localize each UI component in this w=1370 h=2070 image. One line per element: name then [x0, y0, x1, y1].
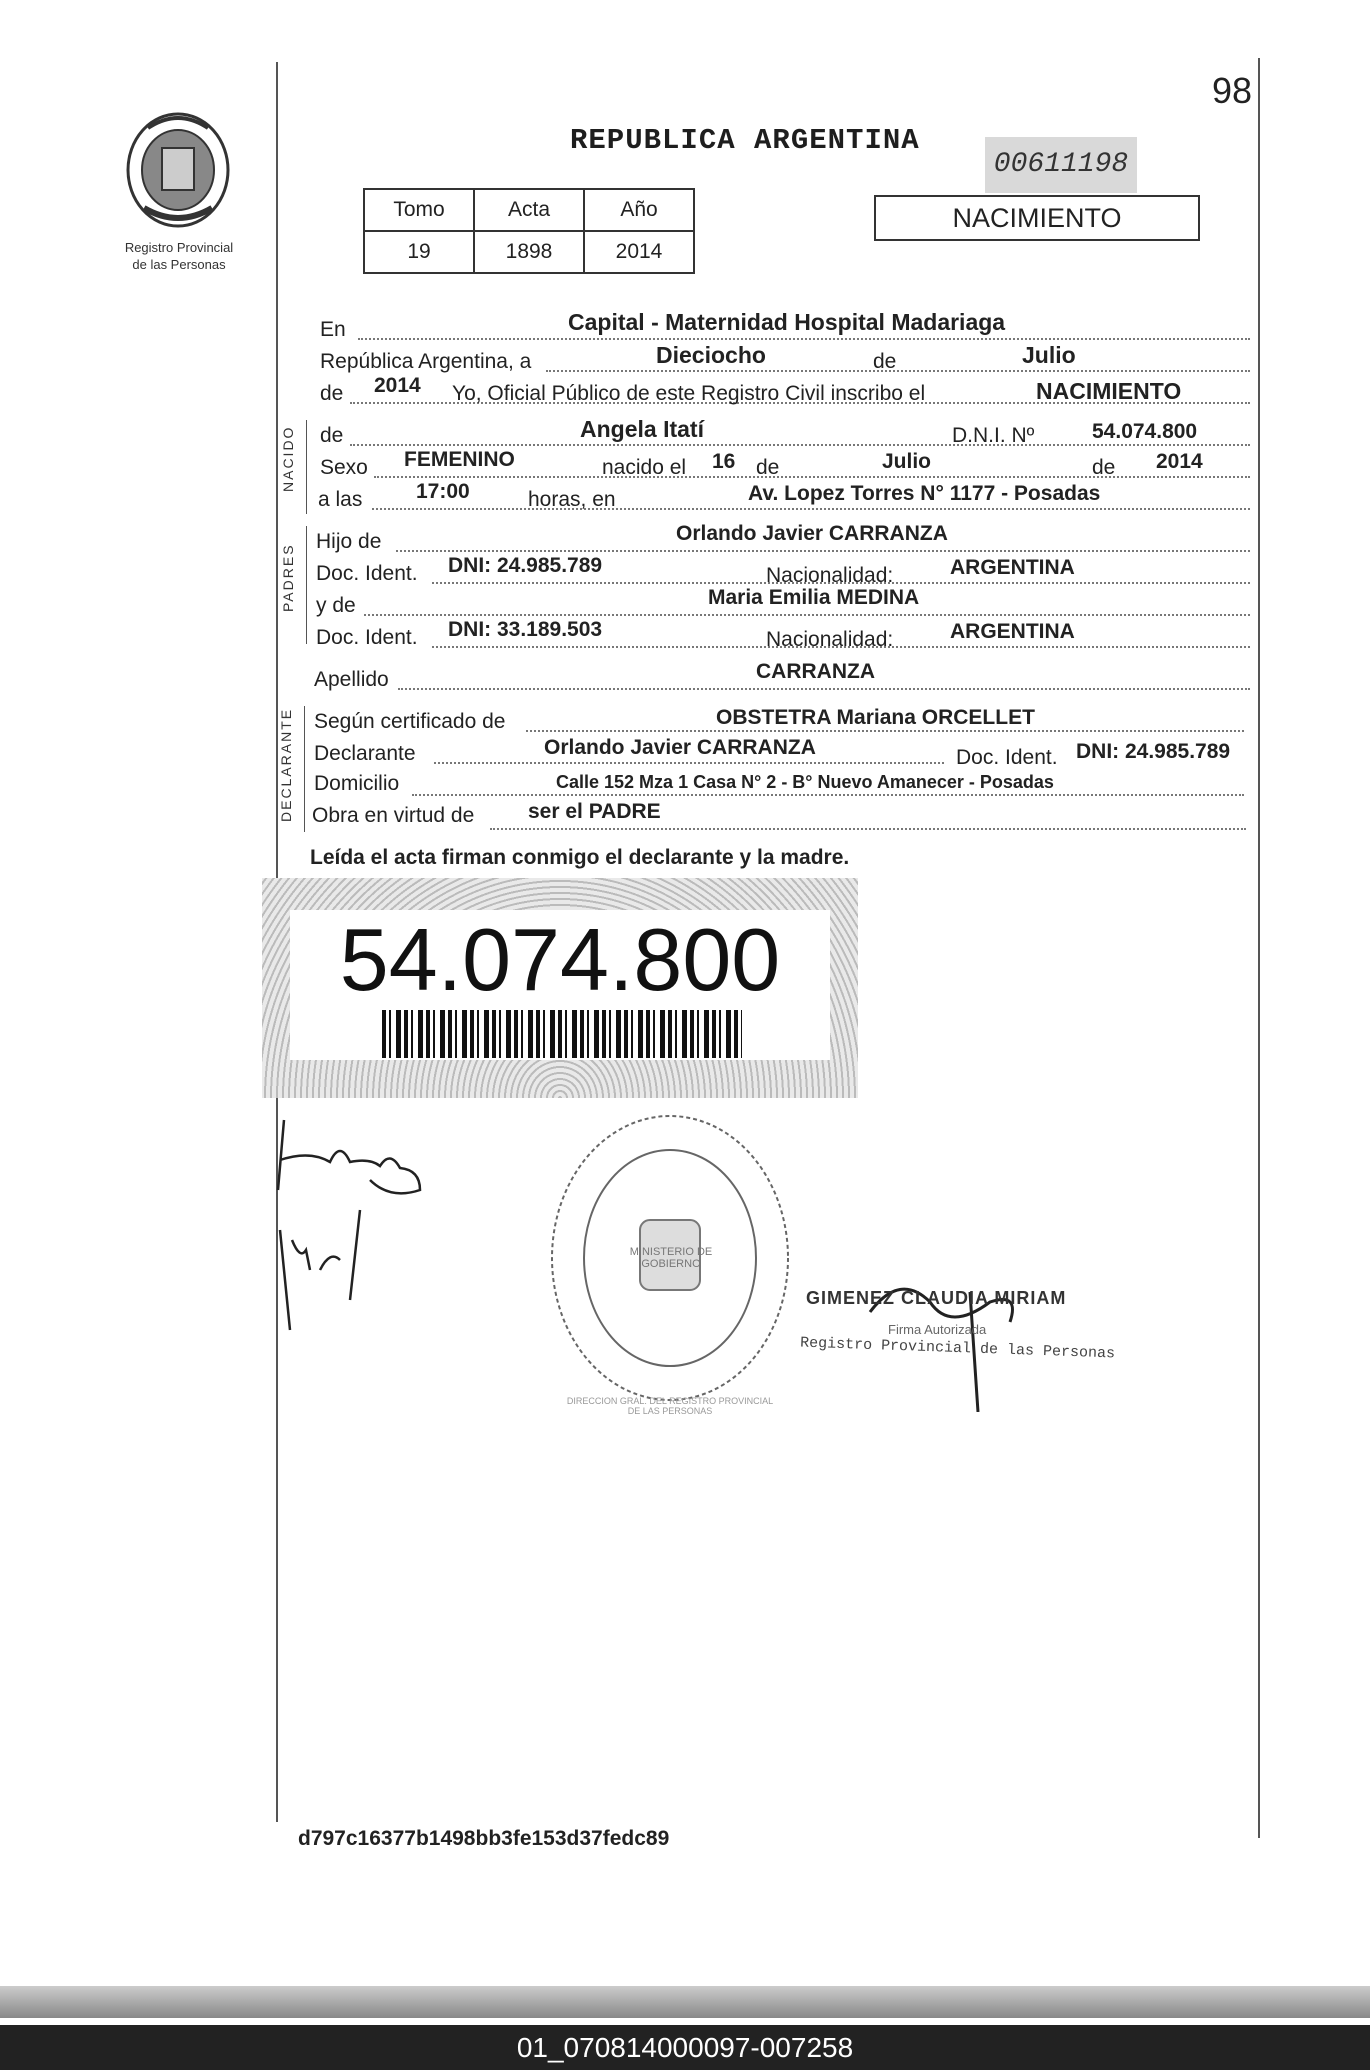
barcode-inner [290, 910, 830, 1060]
registry-caption-1: Registro Provincial [124, 240, 234, 255]
year-value: 2014 [374, 374, 421, 397]
horas-label: horas, en [528, 488, 616, 511]
sexo-value: FEMENINO [404, 448, 515, 471]
child-dni: 54.074.800 [1092, 420, 1198, 443]
apellido-label: Apellido [314, 668, 389, 691]
father-doc: DNI: 24.985.789 [448, 554, 603, 577]
section-line-nacido [306, 420, 307, 514]
document-type-box: NACIMIENTO [874, 195, 1200, 241]
decl-doc-label: Doc. Ident. [956, 746, 1058, 769]
province-emblem [118, 108, 238, 234]
child-name: Angela Itatí [580, 416, 704, 442]
section-line-declarante [304, 706, 305, 832]
dom-label: Domicilio [314, 772, 400, 795]
obra-label: Obra en virtud de [312, 804, 475, 827]
act-type: NACIMIENTO [1036, 378, 1182, 404]
de-label-2: de [320, 382, 344, 405]
birth-time: 17:00 [416, 480, 470, 503]
dotline [412, 794, 1244, 796]
decl-name: Orlando Javier CARRANZA [544, 736, 816, 759]
birth-place: Av. Lopez Torres N° 1177 - Posadas [748, 482, 1101, 505]
sexo-label: Sexo [320, 456, 368, 479]
dotline [398, 688, 1250, 690]
doc-label-father: Doc. Ident. [316, 562, 418, 585]
cert-value: OBSTETRA Mariana ORCELLET [716, 706, 1035, 729]
dotline [350, 444, 1250, 446]
registry-caption-2: de las Personas [132, 257, 226, 272]
a-las-label: a las [318, 488, 363, 511]
barcode-bars [382, 1010, 742, 1058]
dotline [490, 828, 1246, 830]
th-acta: Acta [474, 189, 584, 231]
hijo-label: Hijo de [316, 530, 382, 553]
place-value: Capital - Maternidad Hospital Madariaga [568, 309, 1006, 335]
official-name: GIMENEZ CLAUDIA MIRIAM [806, 1288, 1067, 1308]
decl-doc: DNI: 24.985.789 [1076, 740, 1231, 763]
dotline [372, 508, 1250, 510]
obra-value: ser el PADRE [528, 800, 661, 823]
official-role: Firma Autorizada [888, 1322, 987, 1337]
dotline [374, 476, 1250, 478]
de-label-year: de [1092, 456, 1116, 479]
nac-label-father: Nacionalidad: [766, 564, 894, 587]
section-label-padres: PADRES [280, 543, 296, 612]
doc-label-mother: Doc. Ident. [316, 626, 418, 649]
td-tomo: 19 [364, 231, 474, 273]
footer-code: 01_070814000097-007258 [0, 2025, 1370, 2070]
th-ano: Año [584, 189, 694, 231]
birth-month: Julio [882, 450, 932, 473]
de-label-birth: de [756, 456, 780, 479]
section-line-padres [306, 526, 307, 644]
nacido-el-label: nacido el [602, 456, 687, 479]
signature-declarante [270, 1100, 480, 1340]
official-office: Registro Provincial de las Personas [799, 1334, 1116, 1363]
nac-label-mother: Nacionalidad: [766, 628, 894, 651]
dotline [358, 338, 1250, 340]
seal-outer-text: DIRECCION GRAL. DEL REGISTRO PROVINCIAL DE LAS PERSONAS [566, 1396, 774, 1416]
mother-doc: DNI: 33.189.503 [448, 618, 603, 641]
closing-text: Leída el acta firman conmigo el declarante y la madre. [310, 846, 850, 869]
country-title: REPUBLICA ARGENTINA [570, 124, 920, 157]
section-label-declarante: DECLARANTE [278, 707, 294, 822]
td-acta: 1898 [474, 231, 584, 273]
day-words: Dieciocho [656, 342, 766, 368]
dotline [364, 614, 1250, 616]
apellido-value: CARRANZA [756, 660, 875, 683]
document-hash: d797c16377b1498bb3fe153d37fedc89 [298, 1827, 670, 1850]
cert-label: Según certificado de [314, 710, 506, 733]
mother-name: Maria Emilia MEDINA [708, 586, 920, 609]
section-label-nacido: NACIDO [280, 425, 296, 492]
dotline [396, 550, 1250, 552]
de-label-nacido: de [320, 424, 344, 447]
td-ano: 2014 [584, 231, 694, 273]
dom-value: Calle 152 Mza 1 Casa N° 2 - B° Nuevo Amanecer - Posadas [556, 772, 1054, 792]
dotline [526, 730, 1244, 732]
dotline [434, 762, 944, 764]
dni-label: D.N.I. Nº [952, 424, 1035, 447]
tomo-acta-ano-table [363, 188, 695, 274]
y-de-label: y de [316, 594, 356, 617]
seal-inner-text: MINISTERIO DE GOBIERNO [629, 1246, 713, 1270]
birth-year: 2014 [1156, 450, 1203, 473]
th-tomo: Tomo [364, 189, 474, 231]
dotline [546, 370, 1250, 372]
birth-day: 16 [712, 450, 736, 473]
father-name: Orlando Javier CARRANZA [676, 522, 948, 545]
month-value: Julio [1022, 342, 1076, 368]
republica-label: República Argentina, a [320, 350, 532, 373]
de-label: de [873, 350, 897, 373]
en-label: En [320, 318, 346, 341]
bottom-gray-band [0, 1986, 1370, 2018]
barcode-card [262, 878, 858, 1098]
oficial-text: Yo, Oficial Público de este Registro Civil inscribo el [452, 382, 926, 405]
page-number: 98 [1212, 70, 1253, 111]
serial-stamp: 00611198 [985, 137, 1137, 193]
decl-label: Declarante [314, 742, 416, 765]
mother-nationality: ARGENTINA [950, 620, 1075, 643]
right-margin-line [1258, 58, 1260, 1838]
father-nationality: ARGENTINA [950, 556, 1075, 579]
barcode-number: 54.074.800 [339, 910, 781, 1009]
